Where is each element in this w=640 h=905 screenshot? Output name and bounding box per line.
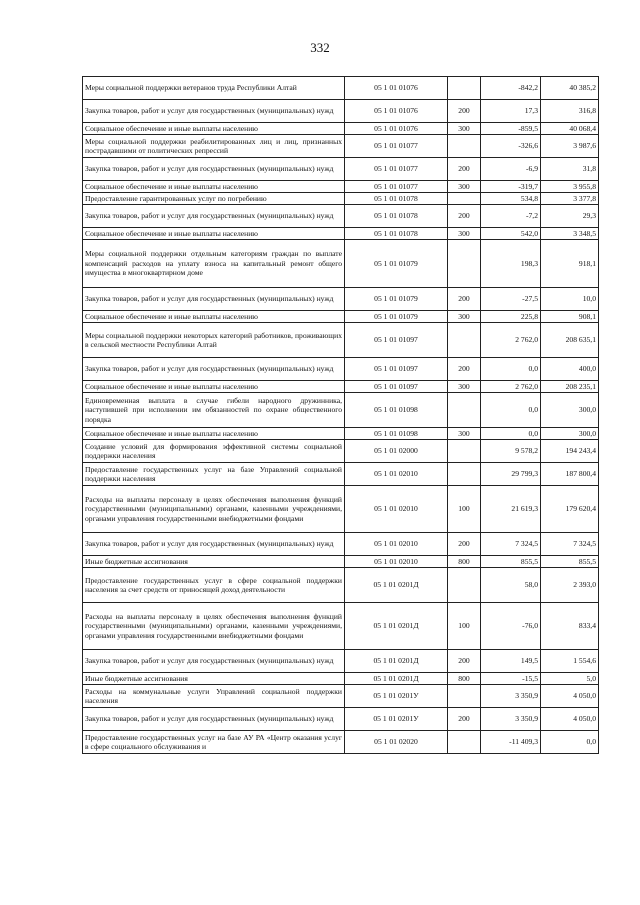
expense-name-cell: Создание условий для формирования эффективной системы социальной поддержки населения bbox=[83, 440, 345, 463]
total-amount-cell: 4 050,0 bbox=[541, 685, 599, 708]
total-amount-cell: 3 955,8 bbox=[541, 181, 599, 193]
expense-name-cell: Расходы на коммунальные услуги Управлений социальной поддержки населения bbox=[83, 685, 345, 708]
table-row bbox=[83, 428, 599, 440]
table-row bbox=[83, 123, 599, 135]
total-amount-cell: 187 800,4 bbox=[541, 463, 599, 486]
expense-type-cell: 200 bbox=[448, 288, 481, 311]
change-amount-cell: 0,0 bbox=[481, 358, 541, 381]
total-amount-cell: 10,0 bbox=[541, 288, 599, 311]
change-amount-cell: -7,2 bbox=[481, 205, 541, 228]
change-amount-cell: 149,5 bbox=[481, 650, 541, 673]
total-amount-cell: 855,5 bbox=[541, 556, 599, 568]
total-amount-cell: 4 050,0 bbox=[541, 708, 599, 731]
change-amount-cell: 9 578,2 bbox=[481, 440, 541, 463]
expense-name-cell: Иные бюджетные ассигнования bbox=[83, 673, 345, 685]
table-row bbox=[83, 556, 599, 568]
expense-type-cell bbox=[448, 135, 481, 158]
change-amount-cell: -15,5 bbox=[481, 673, 541, 685]
expense-type-cell bbox=[448, 240, 481, 288]
table-row bbox=[83, 486, 599, 533]
budget-code-cell: 05 1 01 01079 bbox=[345, 240, 448, 288]
expense-type-cell: 800 bbox=[448, 556, 481, 568]
total-amount-cell: 7 324,5 bbox=[541, 533, 599, 556]
total-amount-cell: 29,3 bbox=[541, 205, 599, 228]
expense-type-cell bbox=[448, 393, 481, 428]
change-amount-cell: -326,6 bbox=[481, 135, 541, 158]
change-amount-cell: -859,5 bbox=[481, 123, 541, 135]
total-amount-cell: 3 377,8 bbox=[541, 193, 599, 205]
budget-code-cell: 05 1 01 01076 bbox=[345, 123, 448, 135]
budget-code-cell: 05 1 01 02010 bbox=[345, 556, 448, 568]
table-row bbox=[83, 135, 599, 158]
expense-type-cell: 300 bbox=[448, 181, 481, 193]
total-amount-cell: 208 235,1 bbox=[541, 381, 599, 393]
total-amount-cell: 1 554,6 bbox=[541, 650, 599, 673]
change-amount-cell: -27,5 bbox=[481, 288, 541, 311]
expense-type-cell bbox=[448, 731, 481, 754]
table-row bbox=[83, 193, 599, 205]
budget-code-cell: 05 1 01 01098 bbox=[345, 393, 448, 428]
table-row bbox=[83, 731, 599, 754]
total-amount-cell: 3 987,6 bbox=[541, 135, 599, 158]
expense-name-cell: Расходы на выплаты персоналу в целях обеспечения выполнения функций государственными (муниципальными) органами, казенными учреждениями, органами управления государственными внебюджетными фондами bbox=[83, 603, 345, 650]
change-amount-cell: 29 799,3 bbox=[481, 463, 541, 486]
expense-name-cell: Закупка товаров, работ и услуг для государственных (муниципальных) нужд bbox=[83, 650, 345, 673]
change-amount-cell: 7 324,5 bbox=[481, 533, 541, 556]
budget-code-cell: 05 1 01 02020 bbox=[345, 731, 448, 754]
expense-type-cell: 800 bbox=[448, 673, 481, 685]
change-amount-cell: -11 409,3 bbox=[481, 731, 541, 754]
budget-code-cell: 05 1 01 01078 bbox=[345, 205, 448, 228]
expense-name-cell: Социальное обеспечение и иные выплаты населению bbox=[83, 228, 345, 240]
table-row bbox=[83, 673, 599, 685]
change-amount-cell: 21 619,3 bbox=[481, 486, 541, 533]
budget-code-cell: 05 1 01 01077 bbox=[345, 158, 448, 181]
expense-name-cell: Социальное обеспечение и иные выплаты населению bbox=[83, 123, 345, 135]
expense-type-cell bbox=[448, 193, 481, 205]
budget-code-cell: 05 1 01 01077 bbox=[345, 181, 448, 193]
table-row bbox=[83, 440, 599, 463]
total-amount-cell: 0,0 bbox=[541, 731, 599, 754]
expense-type-cell: 200 bbox=[448, 533, 481, 556]
change-amount-cell: -76,0 bbox=[481, 603, 541, 650]
budget-code-cell: 05 1 01 02010 bbox=[345, 533, 448, 556]
change-amount-cell: -842,2 bbox=[481, 77, 541, 100]
change-amount-cell: -6,9 bbox=[481, 158, 541, 181]
expense-type-cell: 300 bbox=[448, 428, 481, 440]
budget-table-body bbox=[83, 77, 599, 754]
budget-code-cell: 05 1 01 01079 bbox=[345, 288, 448, 311]
budget-code-cell: 05 1 01 02000 bbox=[345, 440, 448, 463]
expense-type-cell bbox=[448, 323, 481, 358]
table-row bbox=[83, 158, 599, 181]
budget-code-cell: 05 1 01 0201У bbox=[345, 708, 448, 731]
expense-type-cell: 100 bbox=[448, 486, 481, 533]
budget-code-cell: 05 1 01 0201Д bbox=[345, 603, 448, 650]
budget-code-cell: 05 1 01 01076 bbox=[345, 100, 448, 123]
table-row bbox=[83, 228, 599, 240]
total-amount-cell: 400,0 bbox=[541, 358, 599, 381]
expense-type-cell: 300 bbox=[448, 311, 481, 323]
total-amount-cell: 918,1 bbox=[541, 240, 599, 288]
budget-code-cell: 05 1 01 01079 bbox=[345, 311, 448, 323]
expense-type-cell: 300 bbox=[448, 123, 481, 135]
table-row bbox=[83, 323, 599, 358]
change-amount-cell: 0,0 bbox=[481, 393, 541, 428]
total-amount-cell: 179 620,4 bbox=[541, 486, 599, 533]
expense-type-cell: 200 bbox=[448, 205, 481, 228]
table-row bbox=[83, 240, 599, 288]
expense-type-cell: 300 bbox=[448, 381, 481, 393]
budget-code-cell: 05 1 01 01097 bbox=[345, 358, 448, 381]
expense-name-cell: Меры социальной поддержки ветеранов труда Республики Алтай bbox=[83, 77, 345, 100]
expense-name-cell: Единовременная выплата в случае гибели народного дружинника, наступившей при исполнении им обязанностей по охране общественного порядка bbox=[83, 393, 345, 428]
expense-name-cell: Предоставление государственных услуг на базе АУ РА «Центр оказания услуг в сфере социального обслуживания и bbox=[83, 731, 345, 754]
total-amount-cell: 833,4 bbox=[541, 603, 599, 650]
expense-name-cell: Предоставление гарантированных услуг по погребению bbox=[83, 193, 345, 205]
expense-type-cell: 200 bbox=[448, 650, 481, 673]
total-amount-cell: 300,0 bbox=[541, 428, 599, 440]
budget-code-cell: 05 1 01 01098 bbox=[345, 428, 448, 440]
expense-name-cell: Меры социальной поддержки реабилитированных лиц и лиц, признанных пострадавшими от политических репрессий bbox=[83, 135, 345, 158]
change-amount-cell: -319,7 bbox=[481, 181, 541, 193]
budget-code-cell: 05 1 01 0201Д bbox=[345, 673, 448, 685]
expense-type-cell bbox=[448, 568, 481, 603]
change-amount-cell: 2 762,0 bbox=[481, 323, 541, 358]
expense-name-cell: Расходы на выплаты персоналу в целях обеспечения выполнения функций государственными (муниципальными) органами, казенными учреждениями, органами управления государственными внебюджетными фондами bbox=[83, 486, 345, 533]
table-row bbox=[83, 288, 599, 311]
table-row bbox=[83, 77, 599, 100]
budget-code-cell: 05 1 01 01097 bbox=[345, 381, 448, 393]
expense-type-cell: 200 bbox=[448, 100, 481, 123]
table-row bbox=[83, 381, 599, 393]
expense-type-cell: 200 bbox=[448, 358, 481, 381]
expense-name-cell: Социальное обеспечение и иные выплаты населению bbox=[83, 181, 345, 193]
expense-name-cell: Закупка товаров, работ и услуг для государственных (муниципальных) нужд bbox=[83, 708, 345, 731]
expense-name-cell: Предоставление государственных услуг в сфере социальной поддержки населения за счет средств от приносящей доход деятельности bbox=[83, 568, 345, 603]
budget-code-cell: 05 1 01 02010 bbox=[345, 486, 448, 533]
change-amount-cell: 0,0 bbox=[481, 428, 541, 440]
change-amount-cell: 855,5 bbox=[481, 556, 541, 568]
table-row bbox=[83, 568, 599, 603]
budget-code-cell: 05 1 01 02010 bbox=[345, 463, 448, 486]
change-amount-cell: 225,8 bbox=[481, 311, 541, 323]
expense-name-cell: Закупка товаров, работ и услуг для государственных (муниципальных) нужд bbox=[83, 288, 345, 311]
expense-type-cell bbox=[448, 77, 481, 100]
total-amount-cell: 208 635,1 bbox=[541, 323, 599, 358]
expense-name-cell: Закупка товаров, работ и услуг для государственных (муниципальных) нужд bbox=[83, 100, 345, 123]
table-row bbox=[83, 708, 599, 731]
expense-type-cell: 100 bbox=[448, 603, 481, 650]
change-amount-cell: 534,8 bbox=[481, 193, 541, 205]
change-amount-cell: 542,0 bbox=[481, 228, 541, 240]
expense-name-cell: Закупка товаров, работ и услуг для государственных (муниципальных) нужд bbox=[83, 205, 345, 228]
expense-name-cell: Иные бюджетные ассигнования bbox=[83, 556, 345, 568]
table-row bbox=[83, 603, 599, 650]
expense-type-cell bbox=[448, 463, 481, 486]
expense-type-cell: 300 bbox=[448, 228, 481, 240]
table-row bbox=[83, 393, 599, 428]
change-amount-cell: 58,0 bbox=[481, 568, 541, 603]
expense-name-cell: Социальное обеспечение и иные выплаты населению bbox=[83, 381, 345, 393]
change-amount-cell: 3 350,9 bbox=[481, 685, 541, 708]
expense-name-cell: Меры социальной поддержки некоторых категорий работников, проживающих в сельской местности Республики Алтай bbox=[83, 323, 345, 358]
page-number: 332 bbox=[310, 40, 330, 55]
expense-type-cell bbox=[448, 685, 481, 708]
expense-name-cell: Меры социальной поддержки отдельным категориям граждан по выплате компенсаций расходов на уплату взноса на капитальный ремонт общего имущества в многоквартирном доме bbox=[83, 240, 345, 288]
expense-name-cell: Социальное обеспечение и иные выплаты населению bbox=[83, 311, 345, 323]
total-amount-cell: 194 243,4 bbox=[541, 440, 599, 463]
change-amount-cell: 2 762,0 bbox=[481, 381, 541, 393]
expense-name-cell: Закупка товаров, работ и услуг для государственных (муниципальных) нужд bbox=[83, 158, 345, 181]
total-amount-cell: 300,0 bbox=[541, 393, 599, 428]
budget-code-cell: 05 1 01 01076 bbox=[345, 77, 448, 100]
total-amount-cell: 31,8 bbox=[541, 158, 599, 181]
budget-code-cell: 05 1 01 01077 bbox=[345, 135, 448, 158]
change-amount-cell: 17,3 bbox=[481, 100, 541, 123]
budget-code-cell: 05 1 01 0201Д bbox=[345, 650, 448, 673]
table-row bbox=[83, 205, 599, 228]
table-row bbox=[83, 100, 599, 123]
budget-code-cell: 05 1 01 0201У bbox=[345, 685, 448, 708]
expense-name-cell: Социальное обеспечение и иные выплаты населению bbox=[83, 428, 345, 440]
expense-name-cell: Закупка товаров, работ и услуг для государственных (муниципальных) нужд bbox=[83, 358, 345, 381]
table-row bbox=[83, 311, 599, 323]
expense-type-cell bbox=[448, 440, 481, 463]
budget-code-cell: 05 1 01 01097 bbox=[345, 323, 448, 358]
table-row bbox=[83, 463, 599, 486]
total-amount-cell: 3 348,5 bbox=[541, 228, 599, 240]
change-amount-cell: 3 350,9 bbox=[481, 708, 541, 731]
budget-code-cell: 05 1 01 0201Д bbox=[345, 568, 448, 603]
budget-code-cell: 05 1 01 01078 bbox=[345, 228, 448, 240]
table-row bbox=[83, 181, 599, 193]
total-amount-cell: 40 385,2 bbox=[541, 77, 599, 100]
total-amount-cell: 316,8 bbox=[541, 100, 599, 123]
table-row bbox=[83, 533, 599, 556]
table-row bbox=[83, 685, 599, 708]
budget-table bbox=[82, 76, 599, 754]
expense-type-cell: 200 bbox=[448, 158, 481, 181]
total-amount-cell: 40 068,4 bbox=[541, 123, 599, 135]
budget-code-cell: 05 1 01 01078 bbox=[345, 193, 448, 205]
table-row bbox=[83, 650, 599, 673]
expense-name-cell: Предоставление государственных услуг на базе Управлений социальной поддержки населения bbox=[83, 463, 345, 486]
total-amount-cell: 5,0 bbox=[541, 673, 599, 685]
change-amount-cell: 198,3 bbox=[481, 240, 541, 288]
expense-name-cell: Закупка товаров, работ и услуг для государственных (муниципальных) нужд bbox=[83, 533, 345, 556]
expense-type-cell: 200 bbox=[448, 708, 481, 731]
total-amount-cell: 2 393,0 bbox=[541, 568, 599, 603]
table-row bbox=[83, 358, 599, 381]
total-amount-cell: 908,1 bbox=[541, 311, 599, 323]
